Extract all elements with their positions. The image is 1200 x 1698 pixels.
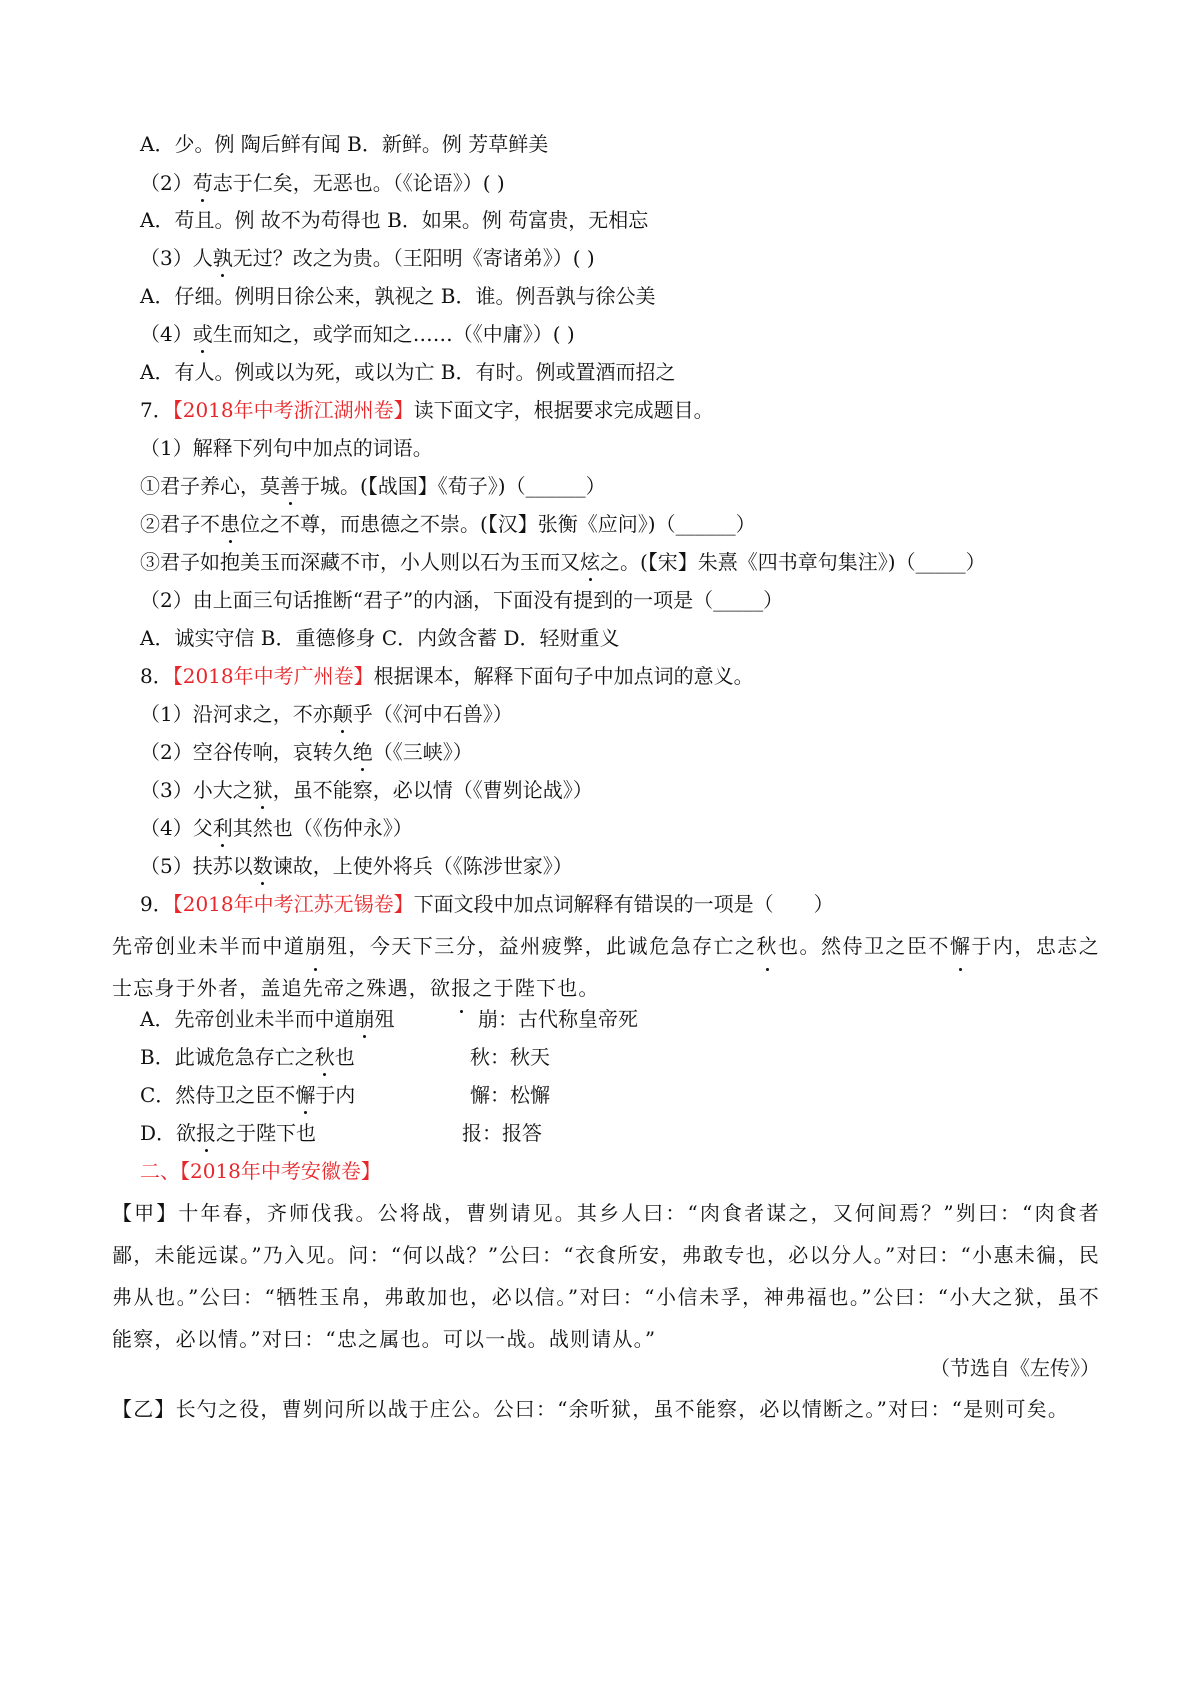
q9-source: 【2018年中考江苏无锡卷】 (172, 892, 414, 916)
q7-part-2: （2）由上面三句话推断“君子”的内涵，下面没有提到的一项是（_____） (140, 588, 784, 612)
q6-option-2: A．苟且。例 故不为苟得也 B．如果。例 苟富贵，无相忘 (140, 208, 649, 232)
passage-jia-source: （节选自《左传》） (930, 1356, 1100, 1380)
section-2-heading: 二、【2018年中考安徽卷】 (140, 1159, 381, 1183)
q6-sub-2: （2）苟志于仁矣，无恶也。（《论语》）( ) (140, 168, 505, 198)
q9-passage: 先帝创业未半而中道崩殂，今天下三分，益州疲弊，此诚危急存亡之秋也。然侍卫之臣不懈于内，忠志之士忘身于外者，盖追先帝之殊遇，欲报之于陛下也。 (112, 925, 1100, 1009)
q9-option-c: C．然侍卫之臣不懈于内 (140, 1080, 355, 1110)
q8-item-5: （5）扶苏以数谏故，上使外将兵（《陈涉世家》） (140, 851, 573, 881)
q9-option-a: A．先帝创业未半而中道崩殂 (140, 1004, 394, 1034)
passage-jia: 【甲】十年春，齐师伐我。公将战，曹刿请见。其乡人曰：“肉食者谋之，又何间焉？”刿曰：“肉食者鄙，未能远谋。”乃入见。问：“何以战？”公曰：“衣食所安，弗敢专也，必以分人。”对曰：“小惠未徧，民弗从也。”公曰：“牺牲玉帛，弗敢加也，必以信。”对曰：“小信未孚，神弗福也。”公曰：“小大之狱，虽不能察，必以情。”对曰：“忠之属也。可以一战。战则请从。” (112, 1201, 1100, 1351)
q8-item-3: （3）小大之狱，虽不能察，必以情（《曹刿论战》） (140, 775, 593, 805)
q8-heading: 8．【2018年中考广州卷】根据课本，解释下面句子中加点词的意义。 (140, 664, 754, 688)
q6-sub-3: （3）人孰无过？改之为贵。（王阳明《寄诸弟》）( ) (140, 243, 595, 273)
q7-source: 【2018年中考浙江湖州卷】 (172, 398, 414, 422)
q7-options: A．诚实守信 B．重德修身 C．内敛含蓄 D．轻财重义 (140, 626, 620, 650)
q7-item-c: ③君子如抱美玉而深藏不市，小人则以石为玉而又炫之。(【宋】朱熹《四书章句集注》)（_____） (140, 547, 986, 577)
q7-heading: 7．【2018年中考浙江湖州卷】读下面文字，根据要求完成题目。 (140, 398, 714, 422)
q7-item-b: ②君子不患位之不尊，而患德之不崇。(【汉】张衡《应问》)（______） (140, 509, 756, 539)
q6-option-1: A．少。例 陶后鲜有闻 B．新鲜。例 芳草鲜美 (140, 132, 549, 156)
q9-option-b-answer: 秋：秋天 (470, 1045, 550, 1069)
q9-heading: 9．【2018年中考江苏无锡卷】下面文段中加点词解释有错误的一项是（ ） (140, 892, 834, 916)
q9-option-d-answer: 报：报答 (462, 1121, 542, 1145)
q8-item-2: （2）空谷传响，哀转久绝（《三峡》） (140, 737, 473, 767)
q9-option-c-answer: 懈：松懈 (470, 1083, 550, 1107)
passage-yi: 【乙】长勺之役，曹刿问所以战于庄公。公曰：“余听狱，虽不能察，必以情断之。”对曰：“是则可矣。 (112, 1397, 1070, 1421)
q9-option-b: B．此诚危急存亡之秋也 (140, 1042, 355, 1072)
q8-item-1: （1）沿河求之，不亦颠乎（《河中石兽》） (140, 699, 513, 729)
q9-option-a-answer: 崩：古代称皇帝死 (478, 1007, 638, 1031)
q6-option-4: A．有人。例或以为死，或以为亡 B．有时。例或置酒而招之 (140, 360, 676, 384)
q7-part-1: （1）解释下列句中加点的词语。 (140, 436, 433, 460)
q9-option-d: D．欲报之于陛下也 (140, 1118, 316, 1148)
q6-option-3: A．仔细。例明日徐公来，孰视之 B．谁。例吾孰与徐公美 (140, 284, 656, 308)
q8-item-4: （4）父利其然也（《伤仲永》） (140, 813, 413, 843)
q7-item-a: ①君子养心，莫善于城。(【战国】《荀子》)（______） (140, 471, 606, 501)
q8-source: 【2018年中考广州卷】 (172, 664, 374, 688)
q6-sub-4: （4）或生而知之，或学而知之……（《中庸》）( ) (140, 319, 575, 349)
